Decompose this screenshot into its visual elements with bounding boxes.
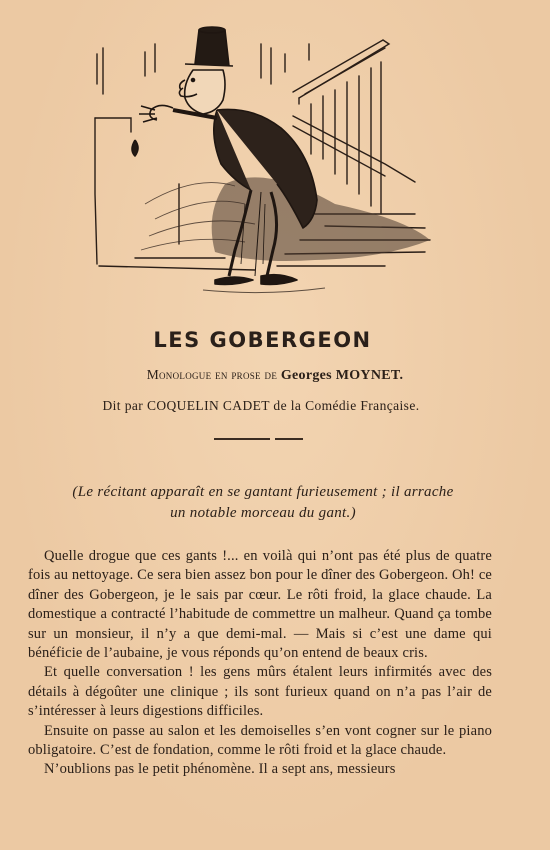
stage-direction-line-2: un notable morceau du gant.) — [170, 505, 356, 521]
subtitle — [0, 367, 550, 384]
page-title: LES GOBERGEON — [153, 328, 372, 352]
divider-rule-long — [214, 438, 270, 440]
paragraph-4: N’oublions pas le petit phénomène. Il a sept ans, messieurs — [44, 761, 396, 778]
paragraph-2: Et quelle conversation ! les gens mûrs étalent leurs infirmités avec des détails à dégoûter une clinique ; ils sont furieux quand on n’a pas l’air de s’intéresser à leurs digestions difficiles. — [28, 664, 492, 720]
paragraph-3: Ensuite on passe au salon et les demoiselles s’en vont cogner sur le piano obligatoire. C’est de fondation, comme le rôti froid et la glace chaude. — [28, 722, 492, 759]
stage-direction — [28, 482, 498, 524]
divider-rule-short — [275, 438, 303, 440]
stage-direction-line-1: (Le récitant apparaît en se gantant furieusement ; il arrache — [72, 484, 454, 500]
dedication-line: Dit par COQUELIN CADET de la Comédie Française. — [102, 398, 420, 413]
subtitle-author: Georges MOYNET. — [280, 368, 404, 383]
body-text — [28, 547, 492, 780]
paragraph-1: Quelle drogue que ces gants !... en voilà qui n’ont pas été plus de quatre fois au nettoyage. Ce sera bien assez bon pour le dîner des Gobergeon. Oh! ce dîner des Gobergeon, je le sais par cœur. Le rôti froid, la glace chaude. La domestique a contracté l’habitude de commettre un malheur. Quand ça tombe sur un monsieur, il n’y a que demi-mal. — Mais si c’est une dame qui bénéficie de l’aubaine, je vous réponds qu’on entend de beaux cris. — [28, 548, 492, 662]
illustration-man-on-stairs — [85, 14, 445, 299]
subtitle-prefix: Monologue en prose de — [146, 367, 278, 382]
